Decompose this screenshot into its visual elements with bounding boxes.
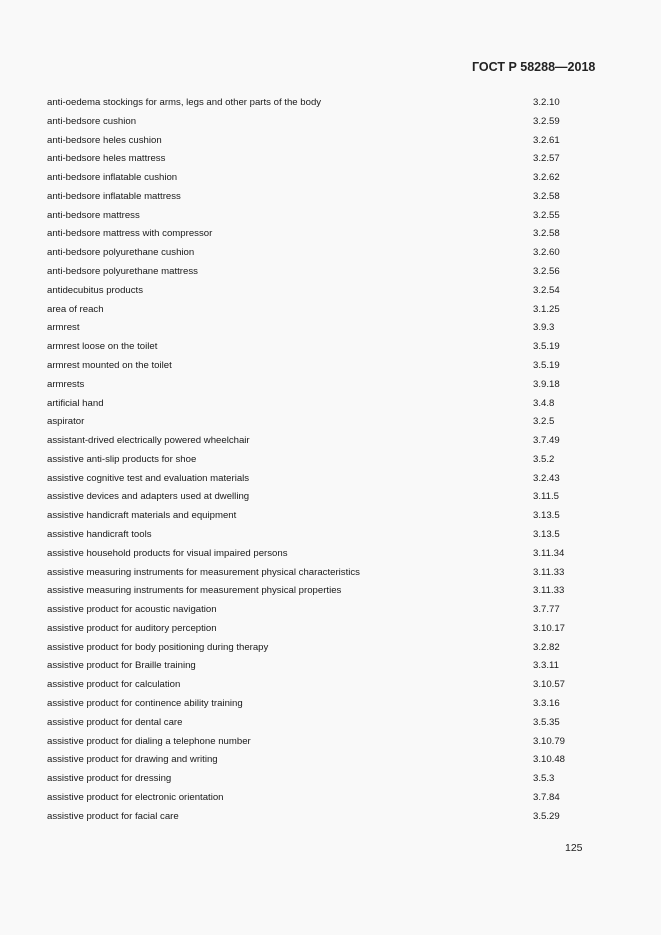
entry-reference: 3.7.49 bbox=[533, 435, 560, 447]
entry-term: assistive product for body positioning during therapy bbox=[47, 641, 269, 653]
index-entry bbox=[47, 566, 587, 585]
index-entry bbox=[47, 434, 587, 453]
entry-term: area of reach bbox=[47, 303, 104, 315]
entry-reference: 3.11.33 bbox=[533, 585, 565, 597]
index-entry bbox=[47, 209, 587, 228]
entry-reference: 3.2.54 bbox=[533, 284, 560, 296]
index-entry bbox=[47, 96, 587, 115]
entry-reference: 3.5.19 bbox=[533, 341, 560, 353]
entry-term: anti-bedsore inflatable mattress bbox=[47, 190, 181, 202]
entry-term: anti-bedsore inflatable cushion bbox=[47, 172, 178, 184]
entry-term: assistive devices and adapters used at dwelling bbox=[47, 491, 250, 503]
entry-term: assistive anti-slip products for shoe bbox=[47, 453, 197, 465]
index-entry bbox=[47, 340, 587, 359]
entry-term: anti-bedsore polyurethane cushion bbox=[47, 247, 195, 259]
index-entry bbox=[47, 227, 587, 246]
index-entry bbox=[47, 753, 587, 772]
index-entry bbox=[47, 171, 587, 190]
index-entry bbox=[47, 152, 587, 171]
index-entry bbox=[47, 246, 587, 265]
index-entry bbox=[47, 265, 587, 284]
index-entry bbox=[47, 378, 587, 397]
entry-term: armrest loose on the toilet bbox=[47, 341, 158, 353]
standard-designation: ГОСТ Р 58288—2018 bbox=[472, 60, 596, 74]
entry-reference: 3.5.2 bbox=[533, 453, 555, 465]
index-entry bbox=[47, 415, 587, 434]
entry-term: anti-bedsore mattress bbox=[47, 209, 140, 221]
entry-reference: 3.2.56 bbox=[533, 266, 560, 278]
entry-term: assistive product for electronic orientation bbox=[47, 791, 224, 803]
entry-term: assistive product for drawing and writing bbox=[47, 754, 218, 766]
entry-term: armrests bbox=[47, 378, 85, 390]
entry-term: assistive cognitive test and evaluation materials bbox=[47, 472, 250, 484]
entry-reference: 3.11.34 bbox=[533, 547, 565, 559]
entry-term: assistive product for Braille training bbox=[47, 660, 196, 672]
entry-term: assistive product for calculation bbox=[47, 679, 181, 691]
entry-reference: 3.5.19 bbox=[533, 359, 560, 371]
entry-term: armrest mounted on the toilet bbox=[47, 359, 172, 371]
index-entry bbox=[47, 622, 587, 641]
index-entry bbox=[47, 716, 587, 735]
index-entry bbox=[47, 547, 587, 566]
index-entry bbox=[47, 603, 587, 622]
entry-term: assistive product for dental care bbox=[47, 716, 183, 728]
index-entry bbox=[47, 284, 587, 303]
entry-reference: 3.9.18 bbox=[533, 378, 560, 390]
index-entry bbox=[47, 791, 587, 810]
entry-reference: 3.2.10 bbox=[533, 97, 560, 108]
entry-reference: 3.5.3 bbox=[533, 773, 555, 785]
index-entry bbox=[47, 321, 587, 340]
entry-reference: 3.2.59 bbox=[533, 115, 560, 127]
entry-term: aspirator bbox=[47, 416, 85, 428]
entry-reference: 3.2.58 bbox=[533, 228, 560, 240]
index-entry bbox=[47, 528, 587, 547]
entry-term: assistive product for continence ability training bbox=[47, 698, 243, 709]
entry-term: assistant-drived electrically powered wheelchair bbox=[47, 435, 250, 447]
index-entry bbox=[47, 810, 587, 829]
entry-reference: 3.2.43 bbox=[533, 472, 560, 484]
index-entry bbox=[47, 134, 587, 153]
entry-reference: 3.2.5 bbox=[533, 416, 555, 428]
term-index-list bbox=[47, 96, 587, 828]
index-entry bbox=[47, 490, 587, 509]
entry-term: anti-bedsore polyurethane mattress bbox=[47, 266, 198, 278]
entry-reference: 3.5.35 bbox=[533, 716, 560, 728]
entry-reference: 3.13.5 bbox=[533, 528, 560, 540]
entry-reference: 3.2.62 bbox=[533, 172, 560, 184]
entry-reference: 3.10.79 bbox=[533, 735, 566, 747]
entry-reference: 3.7.77 bbox=[533, 604, 560, 616]
entry-term: assistive product for dialing a telephone number bbox=[47, 735, 251, 747]
entry-reference: 3.2.60 bbox=[533, 247, 560, 259]
page-number: 125 bbox=[565, 842, 583, 854]
entry-term: assistive product for dressing bbox=[47, 773, 172, 785]
entry-reference: 3.11.5 bbox=[533, 491, 559, 503]
entry-term: assistive household products for visual impaired persons bbox=[47, 547, 288, 559]
entry-term: anti-bedsore cushion bbox=[47, 115, 137, 127]
index-entry bbox=[47, 453, 587, 472]
entry-term: armrest bbox=[47, 322, 80, 334]
entry-reference: 3.2.82 bbox=[533, 641, 560, 653]
entry-term: anti-bedsore mattress with compressor bbox=[47, 228, 213, 240]
entry-reference: 3.3.16 bbox=[533, 698, 560, 709]
entry-reference: 3.7.84 bbox=[533, 791, 560, 803]
index-entry bbox=[47, 359, 587, 378]
index-entry bbox=[47, 584, 587, 603]
index-entry bbox=[47, 678, 587, 697]
index-entry bbox=[47, 303, 587, 322]
index-entry bbox=[47, 472, 587, 491]
entry-reference: 3.4.8 bbox=[533, 397, 555, 409]
entry-term: anti-oedema stockings for arms, legs and other parts of the body bbox=[47, 97, 322, 108]
entry-reference: 3.10.17 bbox=[533, 622, 566, 634]
entry-term: anti-bedsore heles mattress bbox=[47, 153, 166, 165]
entry-reference: 3.2.61 bbox=[533, 134, 560, 146]
entry-term: assistive handicraft tools bbox=[47, 528, 152, 540]
index-entry bbox=[47, 772, 587, 791]
entry-term: antidecubitus products bbox=[47, 284, 143, 296]
index-entry bbox=[47, 509, 587, 528]
entry-reference: 3.1.25 bbox=[533, 303, 560, 315]
entry-reference: 3.2.58 bbox=[533, 190, 560, 202]
entry-term: anti-bedsore heles cushion bbox=[47, 134, 162, 146]
entry-term: assistive handicraft materials and equipment bbox=[47, 510, 237, 522]
entry-reference: 3.10.48 bbox=[533, 754, 566, 766]
index-entry bbox=[47, 190, 587, 209]
entry-term: assistive measuring instruments for measurement physical characteristics bbox=[47, 566, 360, 578]
entry-term: assistive product for auditory perception bbox=[47, 622, 217, 634]
entry-term: assistive product for acoustic navigation bbox=[47, 604, 217, 616]
entry-reference: 3.2.55 bbox=[533, 209, 560, 221]
entry-term: assistive product for facial care bbox=[47, 810, 179, 822]
entry-reference: 3.11.33 bbox=[533, 566, 565, 578]
entry-reference: 3.5.29 bbox=[533, 810, 560, 822]
index-entry bbox=[47, 397, 587, 416]
entry-reference: 3.10.57 bbox=[533, 679, 566, 691]
index-entry bbox=[47, 659, 587, 678]
entry-term: artificial hand bbox=[47, 397, 104, 409]
entry-reference: 3.3.11 bbox=[533, 660, 559, 672]
entry-reference: 3.9.3 bbox=[533, 322, 555, 334]
entry-reference: 3.2.57 bbox=[533, 153, 560, 165]
entry-reference: 3.13.5 bbox=[533, 510, 560, 522]
index-entry bbox=[47, 115, 587, 134]
index-entry bbox=[47, 641, 587, 660]
index-entry bbox=[47, 735, 587, 754]
entry-term: assistive measuring instruments for measurement physical properties bbox=[47, 585, 342, 597]
index-entry bbox=[47, 697, 587, 716]
